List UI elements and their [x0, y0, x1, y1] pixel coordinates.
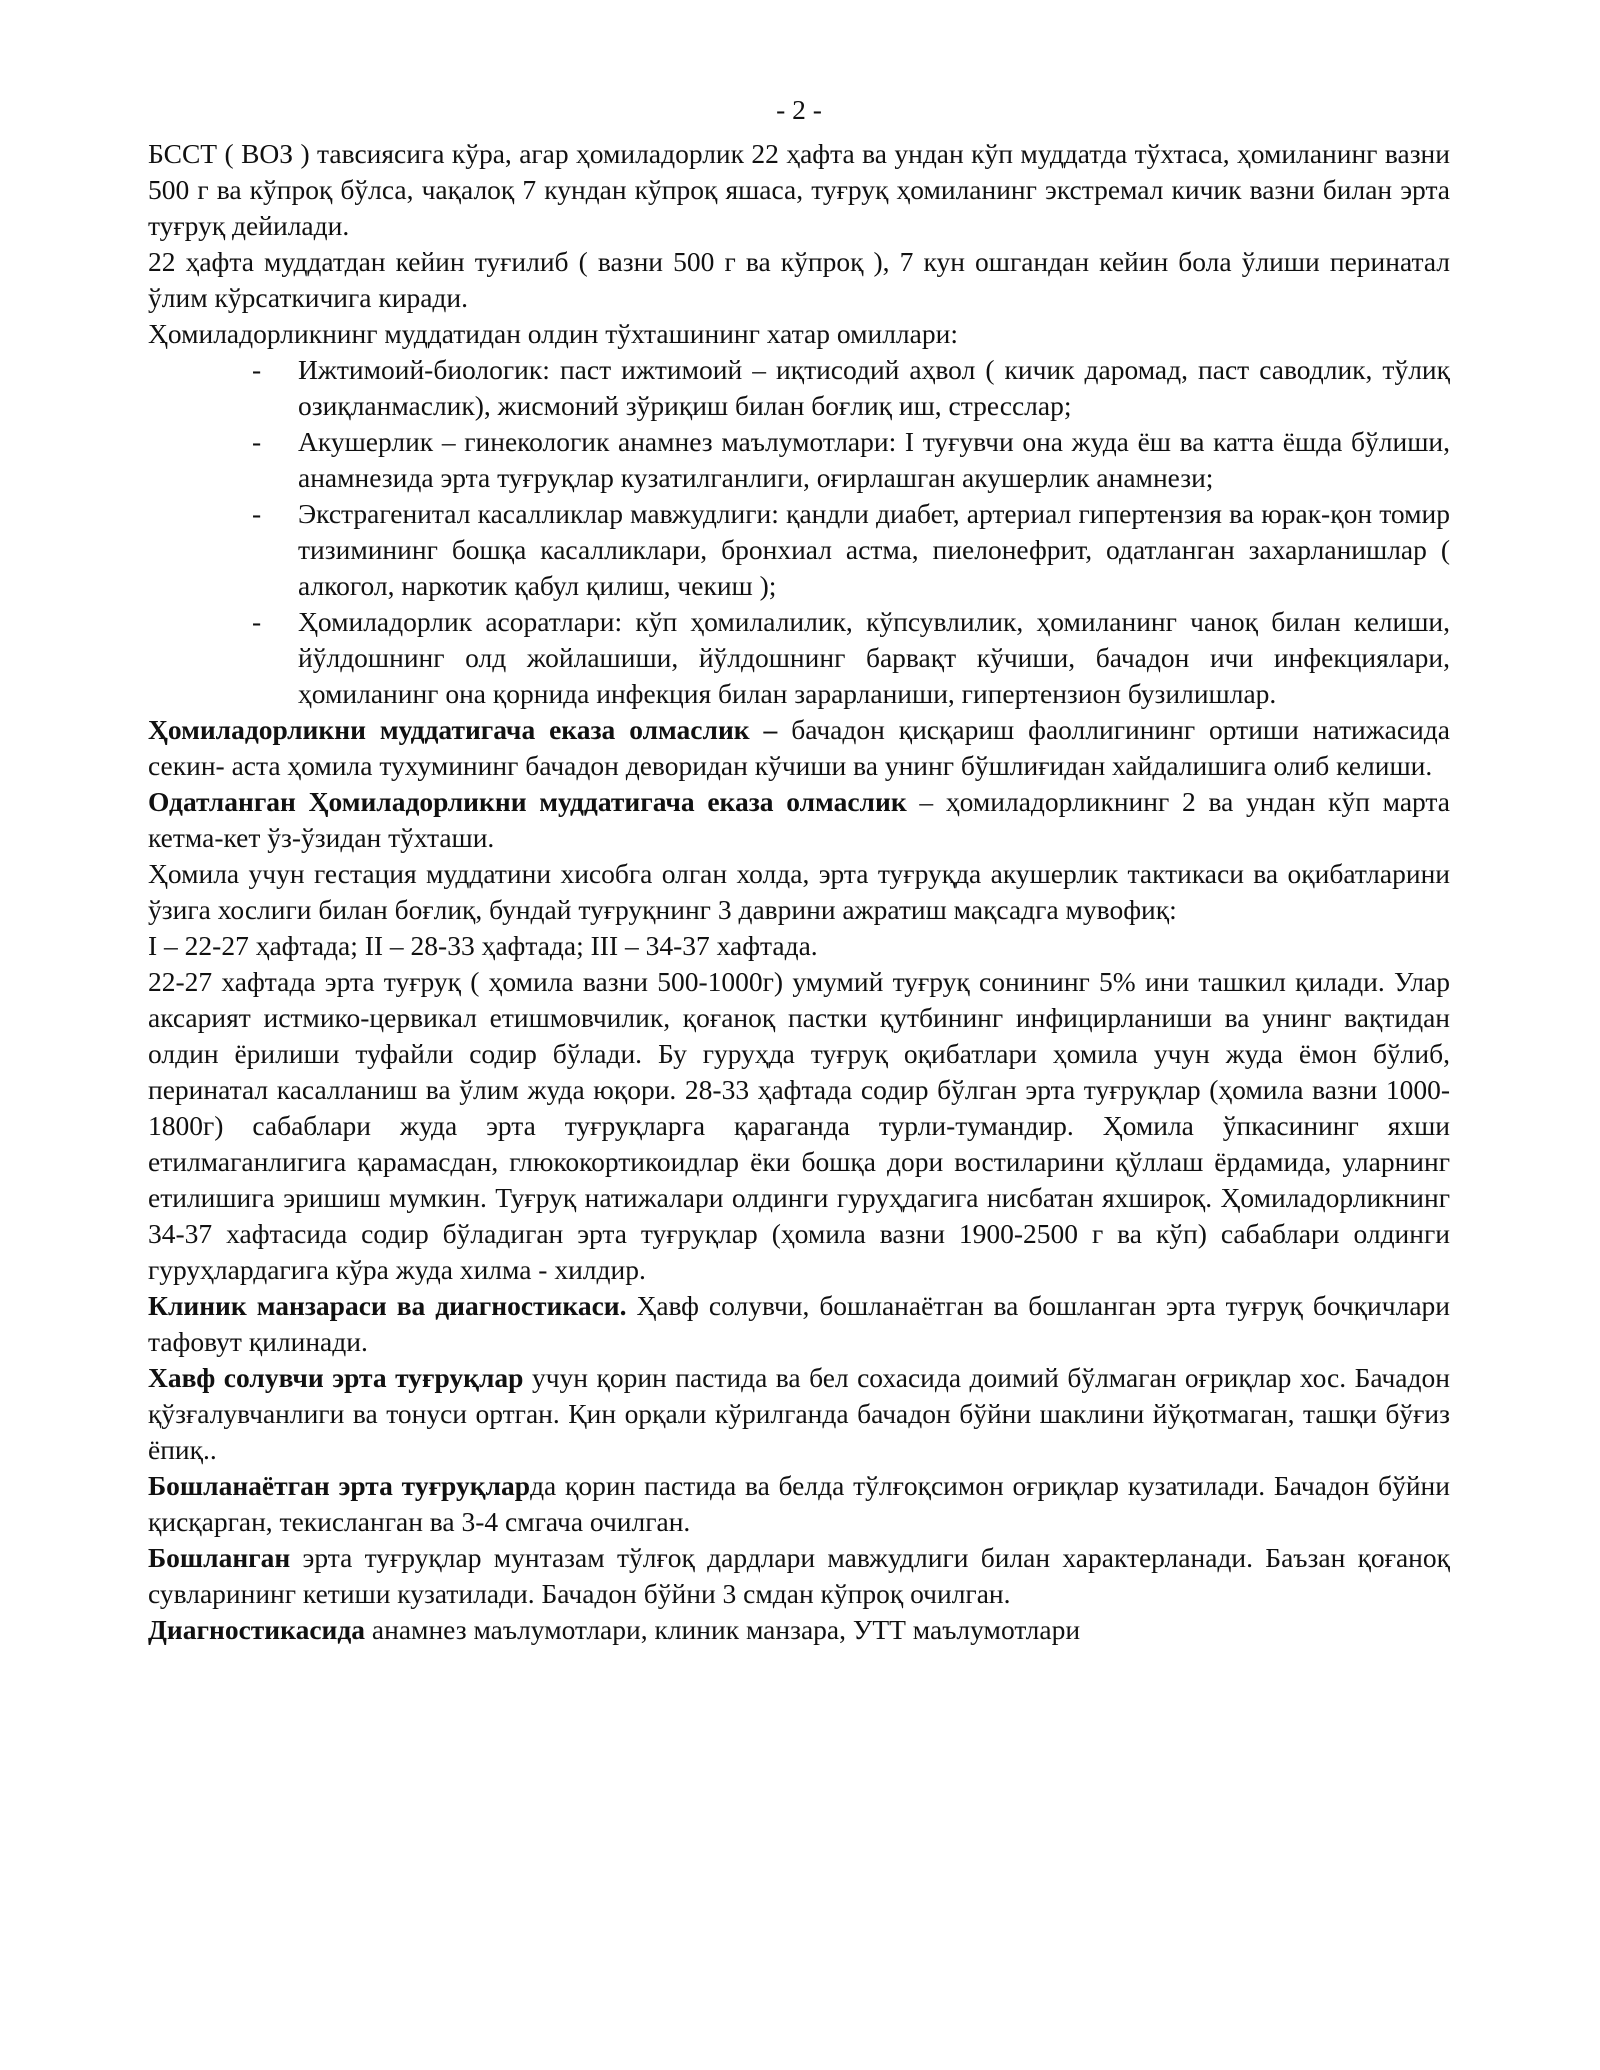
paragraph-period-details: 22-27 хафтада эрта туғруқ ( ҳомила вазни 500-1000г) умумий туғруқ сонининг 5% ини ташкил қилади. Улар аксарият истмико-цервикал етишмовчилик, қоғаноқ пастки қутбининг инфицирланиши ва унинг вақтидан олдин ёрилиши туфайли содир бўлади. Бу гуруҳда туғруқ оқибатлари ҳомила учун жуда ёмон бўлиб, перинатал касалланиш ва ўлим жуда юқори. 28-33 ҳафтада содир бўлган эрта туғруқлар (ҳомила вазни 1000-1800г) сабаблари жуда эрта туғруқларга қараганда турли-тумандир. Ҳомила ўпкасининг яхши етилмаганлигига қарамасдан, глюкокортикоидлар ёки бошқа дори востиларини қўллаш ёрдамида, уларнинг етилишига эришиш мумкин. Туғруқ натижалари олдинги гуруҳдагига нисбатан яхшироқ. Ҳомиладорликнинг 34-37 хафтасида содир бўладиган эрта туғруқлар (ҳомила вазни 1900-2500 г ва кўп) сабаблари олдинги гуруҳлардагига кўра жуда хилма - хилдир. — [148, 966, 1450, 1285]
paragraph-perinatal-mortality: 22 ҳафта муддатдан кейин туғилиб ( вазни 500 г ва кўпроқ ), 7 кун ошгандан кейин бола ўлиши перинатал ўлим кўрсаткичига киради. — [148, 246, 1450, 313]
list-item-text: Экстрагенитал касалликлар мавжудлиги: қандли диабет, артериал гипертензия ва юрак-қон томир тизимининг бошқа касалликлари, бронхиал астма, пиелонефрит, одатланган захарланишлар ( алкогол, наркотик қабул қилиш, чекиш ); — [298, 498, 1450, 601]
paragraph-clinical-picture — [148, 1288, 1450, 1360]
list-item — [148, 496, 1450, 604]
term-bold: Хавф солувчи эрта туғруқлар — [148, 1362, 524, 1393]
paragraph-gestation-periods: Ҳомила учун гестация муддатини хисобга олган холда, эрта туғруқда акушерлик тактикаси ва оқибатларини ўзига хослиги билан боғлиқ, бундай туғруқнинг 3 даврини ажратиш мақсадга мувофиқ: — [148, 858, 1450, 925]
risk-factors-list — [148, 352, 1450, 712]
list-item-text: Ҳомиладорлик асоратлари: кўп ҳомилалилик, кўпсувлилик, ҳомиланинг чаноқ билан келиши, йўлдошнинг олд жойлашиши, йўлдошнинг барвақт кўчиши, бачадон ичи инфекциялари, ҳомиланинг она қорнида инфекция билан зарарланиши, гипертензион бузилишлар. — [298, 606, 1450, 709]
term-text: – ҳомиладорликнинг 2 ва ундан кўп марта кетма-кет ўз-ўзидан тўхташи. — [148, 786, 1450, 853]
term-text: да қорин пастида ва белда тўлғоқсимон оғриқлар кузатилади. Бачадон бўйни қисқарган, текисланган ва 3-4 смгача очилган. — [148, 1470, 1450, 1537]
term-bold: Диагностикасида — [148, 1614, 366, 1645]
paragraph-period-list: I – 22-27 ҳафтада; II – 28-33 ҳафтада; III – 34-37 хафтада. — [148, 930, 818, 961]
paragraph-threatened-labor — [148, 1360, 1450, 1468]
paragraph-incipient-labor — [148, 1468, 1450, 1540]
paragraph-established-labor — [148, 1540, 1450, 1612]
page-number: - 2 - — [776, 94, 822, 125]
term-text: учун қорин пастида ва бел сохасида доимий бўлмаган оғриқлар хос. Бачадон қўзғалувчанлиги ва тонуси ортган. Қин орқали кўрилганда бачадон бўйни шаклини йўқотмаган, ташқи бўғиз ёпиқ.. — [148, 1362, 1450, 1465]
term-text: эрта туғруқлар мунтазам тўлғоқ дардлари мавжудлиги билан характерланади. Баъзан қоғаноқ сувларининг кетиши кузатилади. Бачадон бўйни 3 смдан кўпроқ очилган. — [148, 1542, 1450, 1609]
term-bold: Ҳомиладорликни муддатигача еказа олмаслик – — [148, 714, 778, 745]
term-text: анамнез маълумотлари, клиник манзара, УТТ маълумотлари — [365, 1614, 1081, 1645]
list-item — [148, 604, 1450, 712]
document-page — [148, 92, 1450, 1648]
list-item — [148, 352, 1450, 424]
term-bold: Одатланган Ҳомиладорликни муддатигача еказа олмаслик — [148, 786, 907, 817]
term-bold: Клиник манзараси ва диагностикаси. — [148, 1290, 627, 1321]
term-text: бачадон қисқариш фаоллигининг ортиши натижасида секин- аста ҳомила тухумининг бачадон деворидан кўчиши ва унинг бўшлиғидан хайдалишига олиб келиши. — [148, 714, 1450, 781]
paragraph-diagnostics — [148, 1612, 1450, 1648]
paragraph-miscarriage-definition — [148, 712, 1450, 784]
list-item-text: Ижтимоий-биологик: паст ижтимоий – иқтисодий аҳвол ( кичик даромад, паст саводлик, тўлиқ озиқланмаслик), жисмоний зўриқиш билан боғлиқ иш, стресслар; — [298, 354, 1450, 421]
term-bold: Бошланаётган эрта туғруқлар — [148, 1470, 531, 1501]
paragraph-risk-factors-intro: Ҳомиладорликнинг муддатидан олдин тўхташининг хатар омиллари: — [148, 318, 958, 349]
paragraph-habitual-miscarriage — [148, 784, 1450, 856]
term-text: Ҳавф солувчи, бошланаётган ва бошланган эрта туғруқ бочқичлари тафовут қилинади. — [148, 1290, 1450, 1357]
list-item — [148, 424, 1450, 496]
list-dash: - — [252, 498, 262, 529]
list-dash: - — [252, 426, 262, 457]
term-bold: Бошланган — [148, 1542, 291, 1573]
list-item-text: Акушерлик – гинекологик анамнез маълумотлари: I туғувчи она жуда ёш ва катта ёшда бўлиши, анамнезида эрта туғруқлар кузатилганлиги, оғирлашган акушерлик анамнези; — [298, 426, 1450, 493]
list-dash: - — [252, 354, 262, 385]
paragraph-who-definition: БССТ ( ВОЗ ) тавсиясига кўра, агар ҳомиладорлик 22 ҳафта ва ундан кўп муддатда тўхтаса, ҳомиланинг вазни 500 г ва кўпроқ бўлса, чақалоқ 7 кундан кўпроқ яшаса, туғруқ ҳомиланинг экстремал кичик вазни билан эрта туғруқ дейилади. — [148, 138, 1450, 241]
list-dash: - — [252, 606, 262, 637]
